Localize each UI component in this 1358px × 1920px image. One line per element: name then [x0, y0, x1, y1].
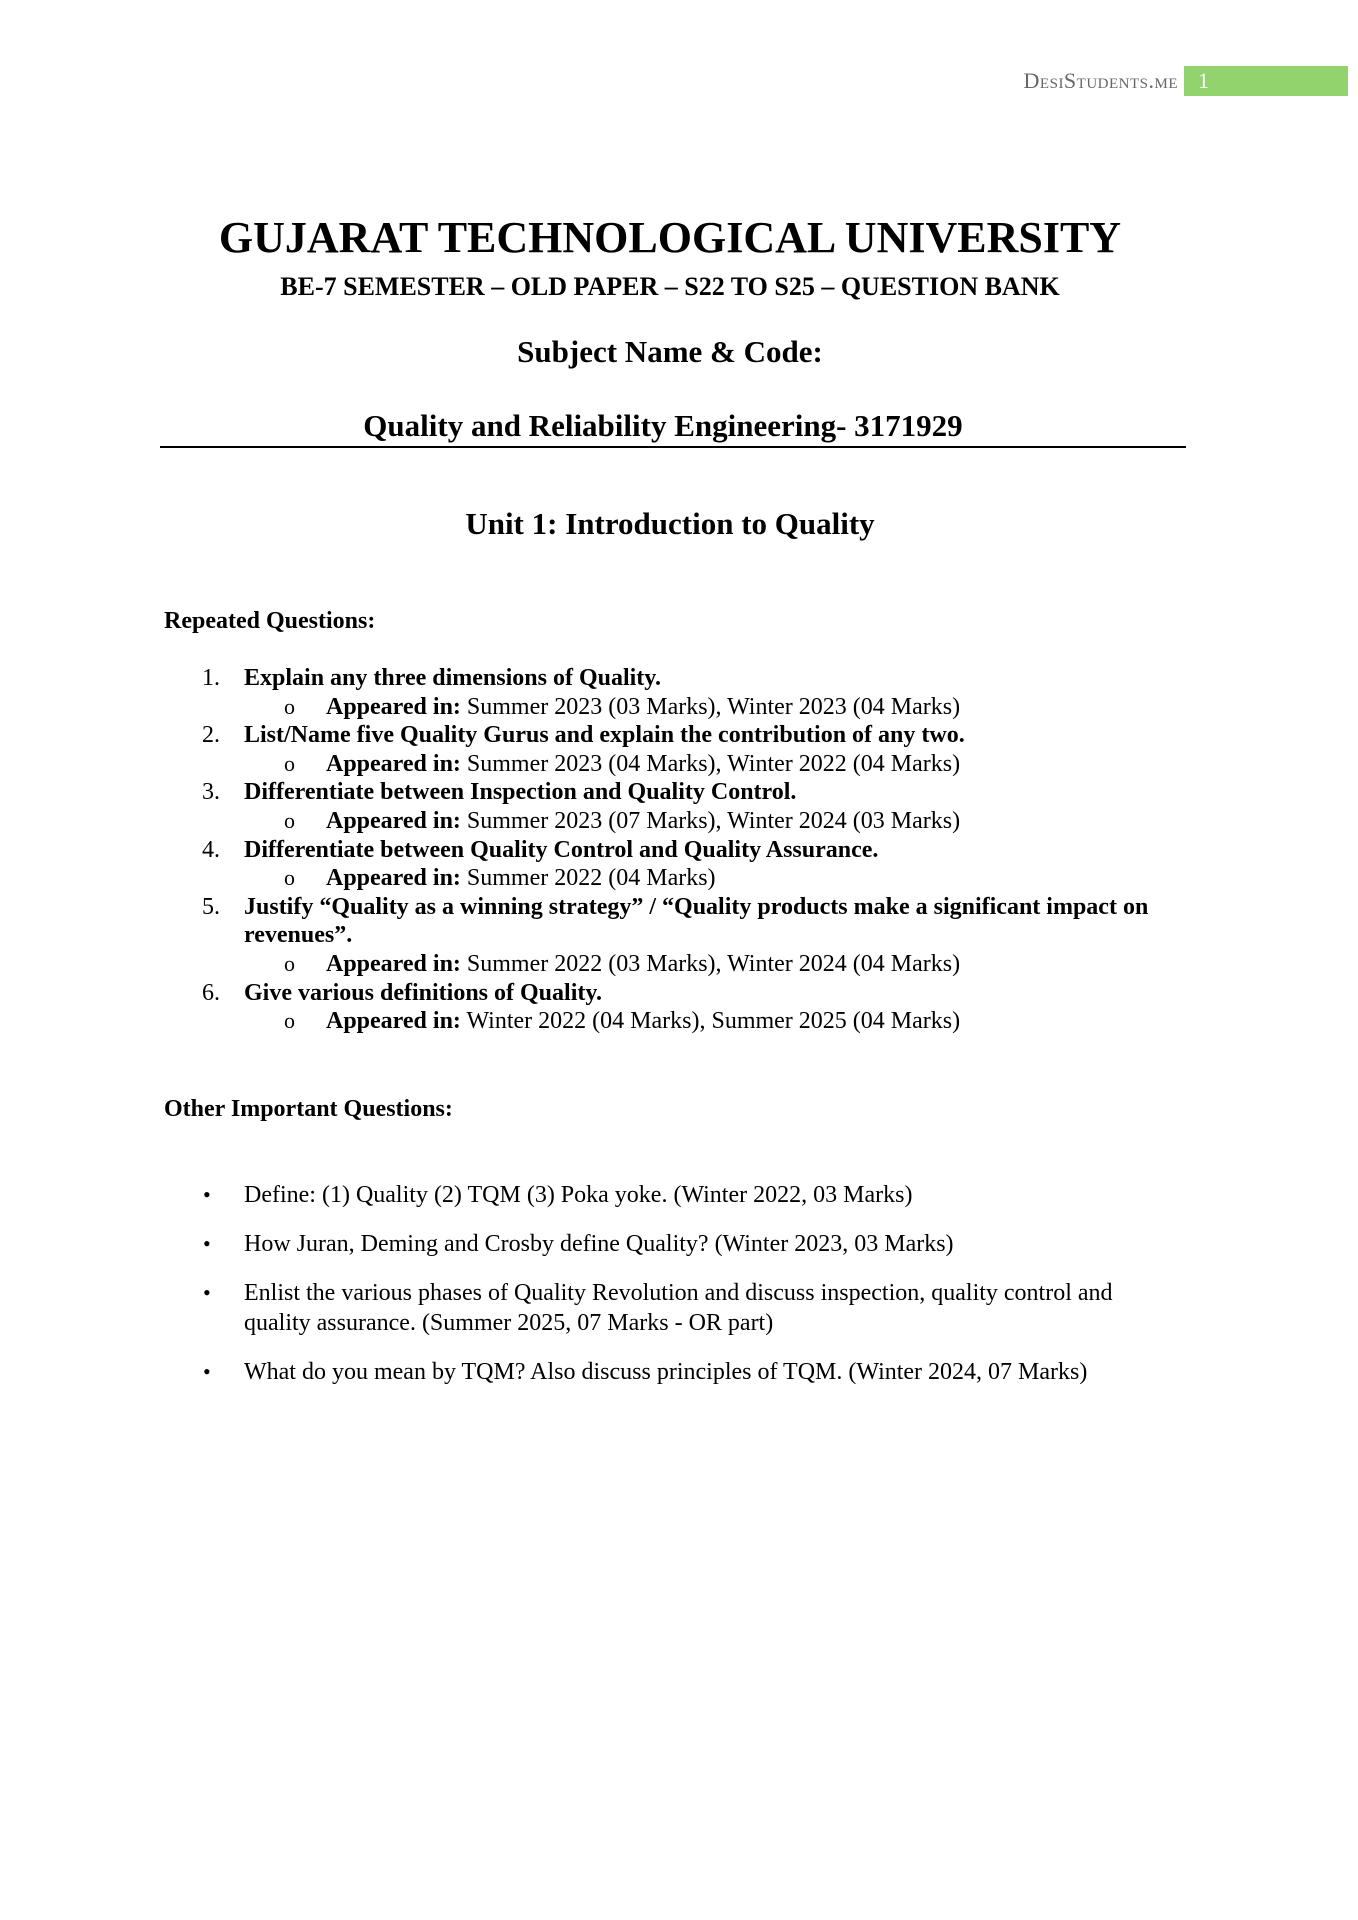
- question-text: Explain any three dimensions of Quality.: [244, 665, 661, 691]
- question-text: Give various definitions of Quality.: [244, 979, 603, 1006]
- appeared-in-label: Appeared in:: [326, 750, 461, 777]
- sub-bullet-icon: o: [284, 693, 295, 719]
- question-text: Justify “Quality as a winning strategy” / “Quality products make a significant impact on: [244, 893, 1149, 920]
- question-line: [0, 893, 1340, 922]
- sub-bullet-icon: o: [284, 807, 295, 833]
- appeared-in-line: [0, 1007, 1340, 1036]
- question-number: 4.: [202, 836, 220, 863]
- appeared-in-text: [326, 750, 960, 779]
- question-number: 5.: [202, 893, 220, 920]
- appeared-in-value: Winter 2022 (04 Marks), Summer 2025 (04 Marks): [466, 1008, 961, 1035]
- appeared-in-text: [326, 693, 960, 722]
- bullet-icon: •: [203, 1182, 211, 1207]
- bullet-icon: •: [203, 1280, 211, 1305]
- question-text: Differentiate between Quality Control and Quality Assurance.: [244, 836, 879, 863]
- appeared-in-text: [326, 864, 716, 893]
- question-number: 1.: [202, 665, 220, 691]
- question-number: 3.: [202, 779, 220, 806]
- question-text: revenues”.: [244, 922, 353, 949]
- question-number: 2.: [202, 722, 220, 749]
- appeared-in-label: Appeared in:: [326, 950, 461, 977]
- list-item: [0, 1180, 1340, 1210]
- university-title: GUJARAT TECHNOLOGICAL UNIVERSITY: [218, 213, 1122, 262]
- page-number-tab: 1: [1184, 66, 1348, 96]
- list-item: [0, 1357, 1340, 1387]
- site-name: DesiStudents.me: [1023, 68, 1178, 93]
- appeared-in-value: Summer 2022 (03 Marks), Winter 2024 (04 Marks): [466, 950, 961, 977]
- question-text: What do you mean by TQM? Also discuss principles of TQM. (Winter 2024, 07 Marks): [244, 1359, 1088, 1385]
- question-line: [0, 979, 1340, 1008]
- appeared-in-line: [0, 864, 1340, 893]
- subject-label: Subject Name & Code:: [517, 334, 823, 369]
- question-line: [0, 721, 1340, 750]
- question-text: Define: (1) Quality (2) TQM (3) Poka yoke. (Winter 2022, 03 Marks): [244, 1182, 913, 1208]
- bullet-icon: •: [203, 1359, 211, 1384]
- sub-bullet-icon: o: [284, 1008, 295, 1034]
- bullet-icon: •: [203, 1231, 211, 1256]
- repeated-questions-list: [0, 664, 1340, 1036]
- appeared-in-text: [326, 1007, 960, 1036]
- appeared-in-value: Summer 2023 (04 Marks), Winter 2022 (04 Marks): [466, 750, 961, 777]
- appeared-in-text: [326, 807, 960, 836]
- appeared-in-line: [0, 693, 1340, 722]
- question-text: List/Name five Quality Gurus and explain the contribution of any two.: [244, 722, 965, 749]
- other-questions-list: [0, 1180, 1340, 1406]
- appeared-in-value: Summer 2023 (07 Marks), Winter 2024 (03 Marks): [466, 807, 961, 834]
- document-subtitle: BE-7 SEMESTER – OLD PAPER – S22 TO S25 – QUESTION BANK: [280, 272, 1060, 301]
- appeared-in-line: [0, 750, 1340, 779]
- question-number: 6.: [202, 979, 220, 1006]
- sub-bullet-icon: o: [284, 750, 295, 776]
- list-item: [0, 1278, 1340, 1338]
- appeared-in-value: Summer 2023 (03 Marks), Winter 2023 (04 Marks): [466, 693, 961, 720]
- unit-title: Unit 1: Introduction to Quality: [465, 506, 875, 541]
- appeared-in-label: Appeared in:: [326, 807, 461, 834]
- appeared-in-label: Appeared in:: [326, 693, 461, 720]
- question-line: [0, 778, 1340, 807]
- divider-rule: [160, 446, 1186, 448]
- appeared-in-line: [0, 950, 1340, 979]
- question-text: Enlist the various phases of Quality Revolution and discuss inspection, quality control and quality assurance. (Summer 2025, 07 Marks - OR part): [244, 1280, 1113, 1336]
- subject-name-code: Quality and Reliability Engineering- 3171929: [363, 408, 963, 443]
- other-questions-heading: Other Important Questions:: [164, 1096, 453, 1122]
- appeared-in-label: Appeared in:: [326, 865, 461, 892]
- question-line: [0, 836, 1340, 865]
- question-text: How Juran, Deming and Crosby define Quality? (Winter 2023, 03 Marks): [244, 1231, 954, 1257]
- question-text: Differentiate between Inspection and Quality Control.: [244, 779, 797, 806]
- appeared-in-text: [326, 950, 960, 979]
- appeared-in-label: Appeared in:: [326, 1008, 461, 1035]
- sub-bullet-icon: o: [284, 950, 295, 976]
- question-line: [0, 921, 1340, 950]
- sub-bullet-icon: o: [284, 865, 295, 891]
- question-line: [0, 664, 1340, 693]
- list-item: [0, 1229, 1340, 1259]
- appeared-in-value: Summer 2022 (04 Marks): [466, 865, 716, 892]
- repeated-questions-heading: Repeated Questions:: [164, 608, 376, 634]
- appeared-in-line: [0, 807, 1340, 836]
